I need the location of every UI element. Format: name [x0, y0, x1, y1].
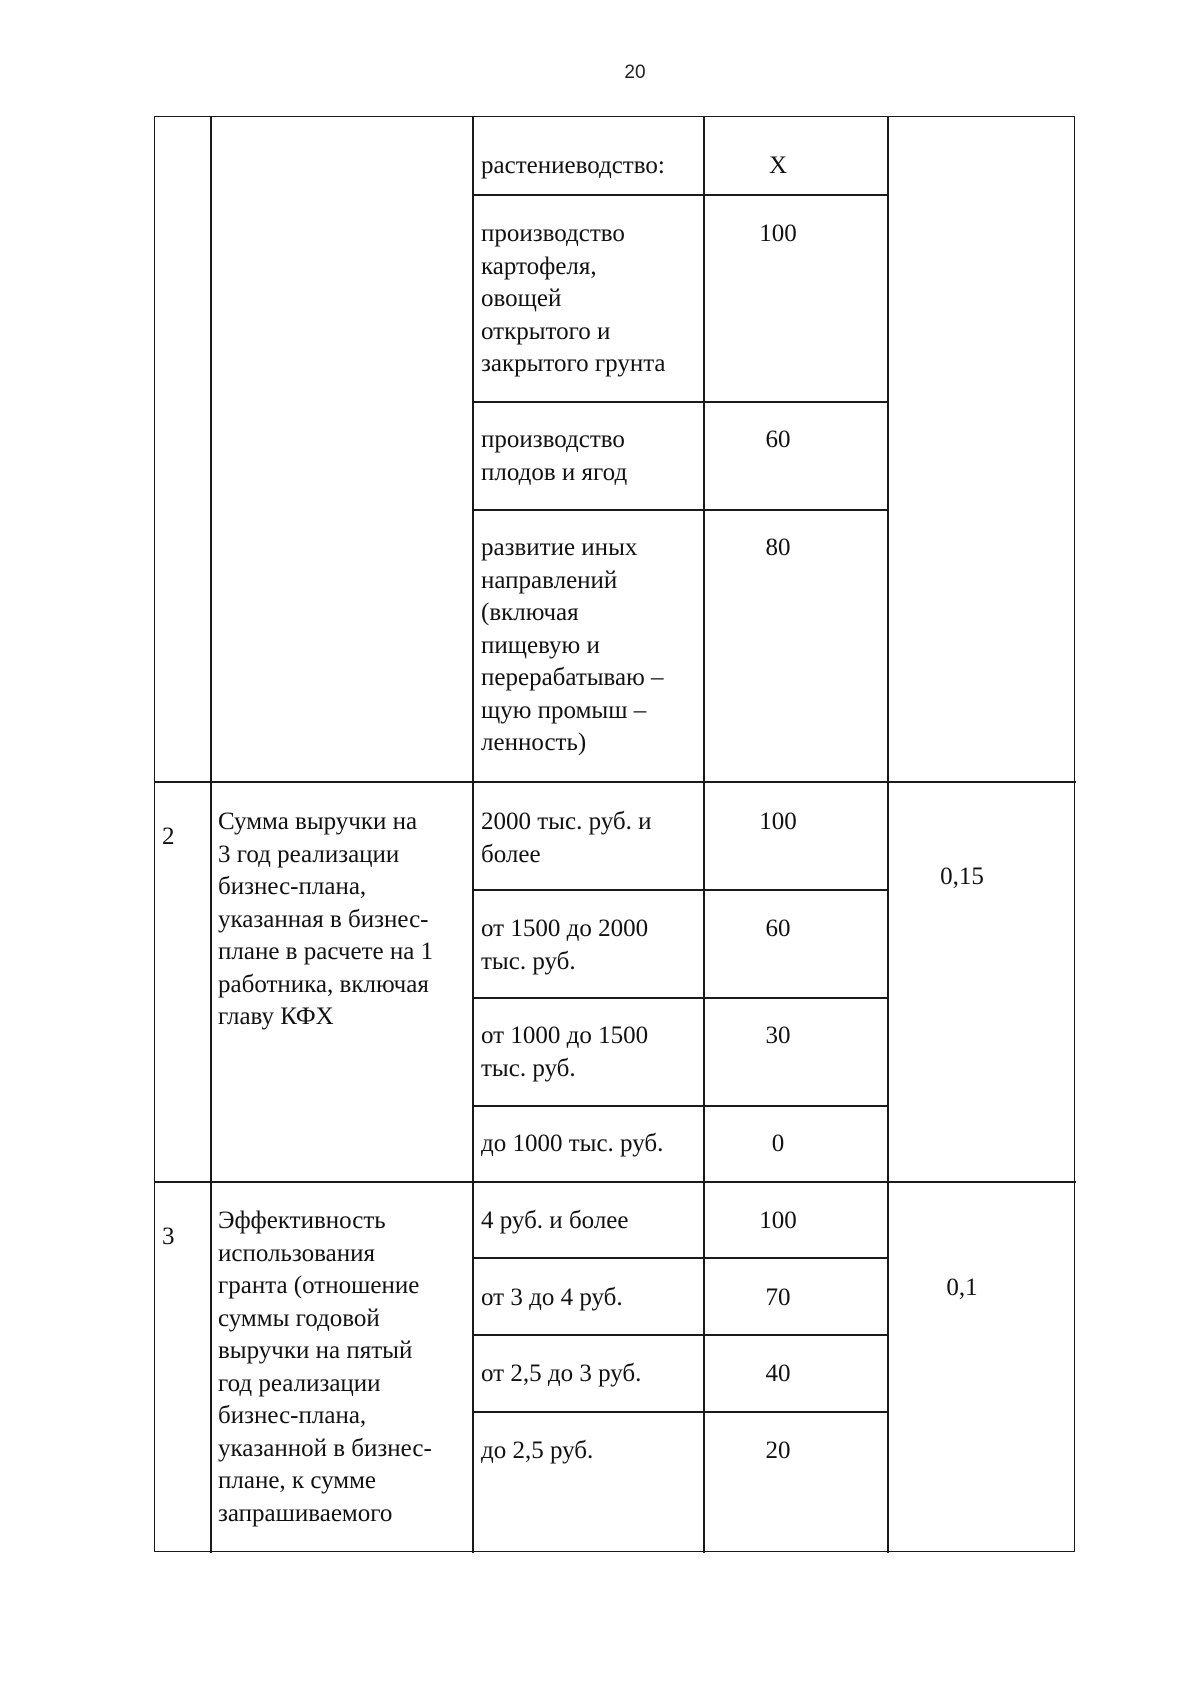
row-divider — [472, 194, 888, 196]
score-value: Х — [768, 152, 788, 179]
column-divider — [887, 117, 889, 1553]
score-value: 60 — [765, 915, 791, 942]
criterion-number: 2 — [162, 823, 175, 850]
score-value: 20 — [765, 1437, 791, 1464]
criterion-label: развитие иных направлений (включая пищевую и перерабатываю – щую промыш – ленность) — [481, 534, 664, 756]
row-divider — [472, 1334, 888, 1336]
column-divider — [210, 117, 212, 1553]
range-label: 2000 тыс. руб. и более — [481, 808, 652, 868]
row-divider — [472, 997, 888, 999]
criteria-table — [154, 116, 1075, 1552]
score-value: 30 — [765, 1022, 791, 1049]
weight-coefficient: 0,1 — [946, 1274, 978, 1301]
criterion-number: 3 — [162, 1223, 175, 1250]
row-divider — [472, 1105, 888, 1107]
weight-coefficient: 0,15 — [940, 863, 984, 890]
score-value: 70 — [765, 1284, 791, 1311]
criterion-description: Сумма выручки на 3 год реализации бизнес-плана, указанная в бизнес- плане в расчете на 1 работника, включая главу КФХ — [218, 808, 434, 1030]
row-divider — [472, 889, 888, 891]
criterion-label: производство плодов и ягод — [481, 426, 628, 486]
page-number: 20 — [624, 62, 646, 83]
range-label: 4 руб. и более — [481, 1207, 629, 1234]
row-divider — [472, 509, 888, 511]
criterion-description: Эффективность использования гранта (отношение суммы годовой выручки на пятый год реализации бизнес-плана, указанной в бизнес- плане, к сумме запрашиваемого — [218, 1207, 432, 1527]
score-value: 100 — [759, 1207, 797, 1234]
section-divider — [155, 781, 1076, 783]
score-value: 100 — [759, 808, 797, 835]
criterion-label: растениеводство: — [481, 152, 665, 179]
section-divider — [155, 1181, 1076, 1183]
range-label: от 1000 до 1500 тыс. руб. — [481, 1022, 649, 1082]
range-label: до 2,5 руб. — [481, 1437, 594, 1464]
range-label: до 1000 тыс. руб. — [481, 1130, 664, 1157]
row-divider — [472, 1257, 888, 1259]
row-divider — [472, 401, 888, 403]
score-value: 40 — [765, 1360, 791, 1387]
row-divider — [472, 1411, 888, 1413]
range-label: от 2,5 до 3 руб. — [481, 1360, 642, 1387]
criterion-label: производство картофеля, овощей открытого и закрытого грунта — [481, 220, 666, 377]
score-value: 60 — [765, 426, 791, 453]
score-value: 100 — [759, 220, 797, 247]
range-label: от 1500 до 2000 тыс. руб. — [481, 915, 649, 975]
range-label: от 3 до 4 руб. — [481, 1284, 623, 1311]
score-value: 0 — [771, 1130, 785, 1157]
column-divider — [472, 117, 474, 1553]
score-value: 80 — [765, 534, 791, 561]
